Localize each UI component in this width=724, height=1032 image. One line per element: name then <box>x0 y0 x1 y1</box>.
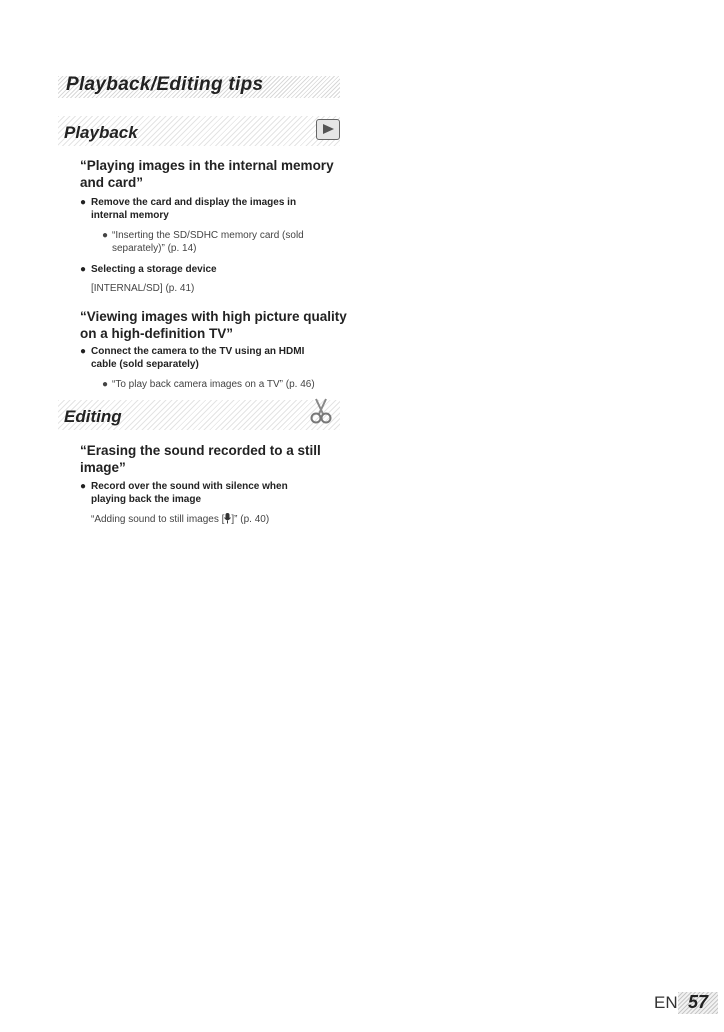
bullet-connect-hdmi: ● Connect the camera to the TV using an HDMI cable (sold separately) <box>80 346 305 370</box>
ref-play-on-tv: ● “To play back camera images on a TV” (p. 46) <box>102 379 315 390</box>
bullet-dot: ● <box>80 346 87 357</box>
ref-inserting-card: ● “Inserting the SD/SDHC memory card (sold separately)” (p. 14) <box>102 230 304 254</box>
ref-internal-sd: [INTERNAL/SD] (p. 41) <box>91 283 195 294</box>
topic-viewing-images-title: “Viewing images with high picture quality on a high-definition TV” <box>80 309 347 341</box>
bullet-dot: ● <box>102 379 109 390</box>
page-number: 57 <box>688 992 709 1012</box>
page-title: Playback/Editing tips <box>66 74 264 95</box>
bullet-dot: ● <box>80 481 87 492</box>
bullet-dot: ● <box>80 264 87 275</box>
playback-heading: Playback <box>64 123 138 142</box>
bullet-remove-card: ● Remove the card and display the images in internal memory <box>80 197 297 221</box>
scissors-icon <box>308 396 334 429</box>
language-label: EN <box>654 993 678 1012</box>
ref-adding-sound: “Adding sound to still images [ ]” (p. 40) <box>91 513 269 528</box>
bullet-record-silence: ● Record over the sound with silence when playing back the image <box>80 481 288 505</box>
bullet-selecting-storage: ● Selecting a storage device <box>80 264 217 275</box>
bullet-dot: ● <box>102 230 109 241</box>
bullet-dot: ● <box>80 197 87 208</box>
editing-heading: Editing <box>64 407 122 426</box>
play-icon <box>316 119 340 140</box>
topic-playing-images-title: “Playing images in the internal memory and card” <box>80 158 334 190</box>
topic-erasing-sound-title: “Erasing the sound recorded to a still image” <box>80 443 321 475</box>
